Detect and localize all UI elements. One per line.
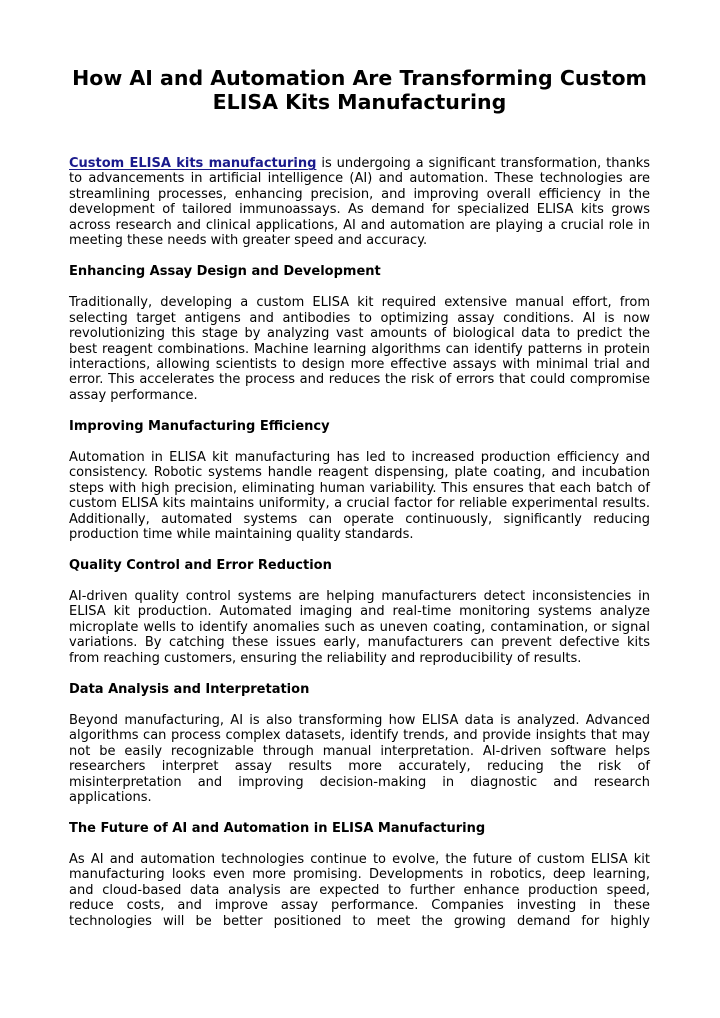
section-manufacturing-efficiency	[69, 419, 650, 543]
section-quality-control	[69, 558, 650, 666]
section-future	[69, 821, 650, 929]
section-heading: Data Analysis and Interpretation	[69, 681, 310, 697]
section-body: Automation in ELISA kit manufacturing has led to increased production efficiency and consistency. Robotic systems handle reagent dispensing, plate coating, and incubation steps with high precision, eliminating human variability. This ensures that each batch of custom ELISA kits maintains uniformity, a crucial factor for reliable experimental results. Additionally, automated systems can operate continuously, significantly reducing production time while maintaining quality standards.	[69, 449, 650, 543]
section-heading: The Future of AI and Automation in ELISA Manufacturing	[69, 820, 486, 836]
custom-elisa-kits-link[interactable]: Custom ELISA kits manufacturing	[69, 156, 317, 171]
document-page	[69, 66, 650, 929]
section-data-analysis	[69, 682, 650, 806]
section-heading: Quality Control and Error Reduction	[69, 558, 332, 574]
section-body: Traditionally, developing a custom ELISA kit required extensive manual effort, from selecting target antigens and antibodies to optimizing assay conditions. AI is now revolutionizing this stage by analyzing vast amounts of biological data to predict the best reagent combinations. Machine learning algorithms can identify patterns in protein interactions, allowing scientists to design more effective assays with minimal trial and error. This accelerates the process and reduces the risk of errors that could compromise assay performance.	[69, 295, 650, 403]
section-heading: Enhancing Assay Design and Development	[69, 264, 381, 280]
intro-paragraph	[69, 156, 650, 249]
section-body: As AI and automation technologies continue to evolve, the future of custom ELISA kit manufacturing looks even more promising. Developments in robotics, deep learning, and cloud-based data analysis are expected to further enhance production speed, reduce costs, and improve assay performance. Companies investing in these technologies will be better positioned to meet the growing demand for highly	[69, 851, 650, 929]
section-body: Beyond manufacturing, AI is also transforming how ELISA data is analyzed. Advanced algorithms can process complex datasets, identify trends, and provide insights that may not be easily recognizable through manual interpretation. AI-driven software helps researchers interpret assay results more accurately, reducing the risk of misinterpretation and improving decision-making in diagnostic and research applications.	[69, 712, 650, 805]
section-assay-design	[69, 264, 650, 403]
section-heading: Improving Manufacturing Efficiency	[69, 418, 330, 434]
intro-text: is undergoing a significant transformation, thanks to advancements in artificial intelligence (AI) and automation. These technologies are streamlining processes, enhancing precision, and improving overall efficiency in the development of tailored immunoassays. As demand for specialized ELISA kits grows across research and clinical applications, AI and automation are playing a crucial role in meeting these needs with greater speed and accuracy.	[69, 156, 651, 249]
document-title: How AI and Automation Are Transforming Custom ELISA Kits Manufacturing	[72, 66, 647, 114]
section-body: AI-driven quality control systems are helping manufacturers detect inconsistencies in ELISA kit production. Automated imaging and real-time monitoring systems analyze microplate wells to identify anomalies such as uneven coating, contamination, or signal variations. By catching these issues early, manufacturers can prevent defective kits from reaching customers, ensuring the reliability and reproducibility of results.	[69, 588, 650, 666]
